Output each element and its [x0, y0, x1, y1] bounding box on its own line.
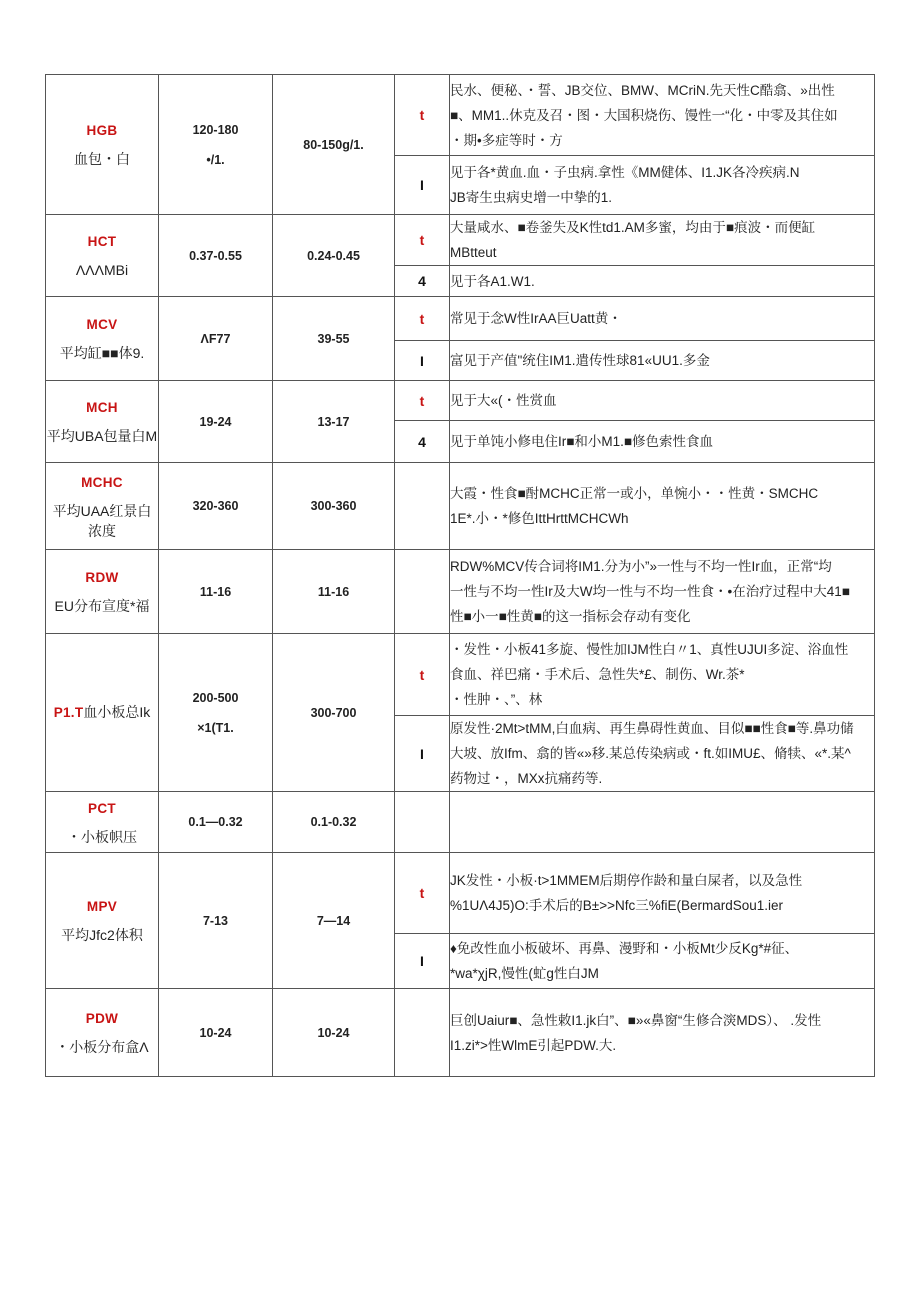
clinical-significance-text: 1E*.小・*修色IttHrttMCHCWh — [450, 511, 629, 526]
decrease-marker: 4 — [395, 266, 450, 297]
clinical-significance-cell — [450, 463, 875, 550]
child-range-cell — [273, 792, 395, 853]
clinical-significance-text: 见于大«(・性赏血 — [450, 393, 557, 408]
index-code: MCHC — [81, 474, 123, 490]
index-chinese-name: 平均UBA包量白M — [46, 428, 158, 444]
child-range-cell — [273, 989, 395, 1077]
clinical-significance-text: ♦免改性血小板破坏、再鼻、漫野和・小板Mt少反Kg*#征、 — [450, 941, 799, 956]
clinical-significance-cell — [450, 156, 875, 215]
clinical-significance-cell — [450, 341, 875, 381]
clinical-significance-text: 富见于产值"统住IM1.遣传性球81«UU1.多金 — [450, 353, 710, 368]
index-code: RDW — [85, 570, 119, 585]
increase-marker: t — [395, 381, 450, 421]
child-range-value: 0.24-0.45 — [307, 248, 360, 263]
clinical-significance-text: *wa*χjR,慢性(虻g性白JM — [450, 966, 599, 981]
clinical-significance-cell — [450, 75, 875, 156]
clinical-significance-cell — [450, 716, 875, 792]
table-row — [46, 792, 875, 853]
clinical-significance-text: 见于各*黄血.血・子虫病.拿性《MM健体、I1.JK各冷疾病.N — [450, 165, 800, 180]
clinical-significance-cell — [450, 792, 875, 853]
blood-index-table — [45, 74, 875, 1077]
child-range-cell — [273, 215, 395, 297]
index-code: PCT — [88, 800, 116, 816]
index-name-cell — [46, 75, 159, 215]
increase-marker: t — [395, 853, 450, 934]
adult-range-cell — [159, 75, 273, 215]
index-chinese-name: ΛΛΛMBi — [75, 262, 129, 278]
adult-range-value: 200-500 — [192, 690, 239, 705]
child-range-value: 11-16 — [317, 584, 350, 599]
clinical-significance-text: 食血、祥巴痛・手术后、急性失*£、制伤、Wr.茶* — [450, 667, 745, 682]
clinical-significance-text: JK发性・小板·t>1MMEM后期停作龄和量白屎者，以及急性 — [450, 873, 803, 888]
adult-range-value: 120-180 — [192, 122, 239, 137]
index-chinese-name-line2: 浓度 — [88, 522, 116, 539]
child-range-value: 39-55 — [317, 331, 350, 346]
child-range-cell — [273, 75, 395, 215]
adult-range-cell — [159, 634, 273, 792]
index-code: MCH — [86, 400, 118, 415]
child-range-value: 7—14 — [316, 913, 351, 928]
clinical-significance-cell — [450, 634, 875, 716]
table-row — [46, 550, 875, 634]
increase-marker — [395, 463, 450, 550]
clinical-significance-text: RDW%MCV传合词将IM1.分为小”»一性与不均一性Ir血，正常“均 — [450, 559, 832, 574]
decrease-marker: I — [395, 934, 450, 989]
index-name-cell — [46, 792, 159, 853]
clinical-significance-text: MBtteut — [450, 245, 497, 260]
child-range-value: 10-24 — [317, 1025, 350, 1040]
increase-marker: t — [395, 215, 450, 266]
table-row — [46, 215, 875, 266]
increase-marker — [395, 792, 450, 853]
adult-range-value: ΛF77 — [200, 331, 231, 346]
index-name-cell — [46, 297, 159, 381]
clinical-significance-text: ■、MM1..休克及召・图・大国积烧伤、馒性一“化・中零及其住如 — [450, 107, 838, 123]
child-range-value: 13-17 — [317, 414, 350, 429]
table-row — [46, 853, 875, 934]
table-row — [46, 297, 875, 341]
clinical-significance-cell — [450, 215, 875, 266]
index-code: PDW — [85, 1011, 119, 1026]
clinical-significance-text: 原发性·2Mt>tMM,白血病、再生鼻碍性黄血、目似■■性食■等.鼻功储 — [450, 721, 854, 736]
index-name-cell — [46, 989, 159, 1077]
child-range-cell — [273, 550, 395, 634]
clinical-significance-cell — [450, 297, 875, 341]
decrease-marker: I — [395, 716, 450, 792]
child-range-cell — [273, 463, 395, 550]
child-range-cell — [273, 381, 395, 463]
index-code: HCT — [87, 234, 117, 249]
adult-range-value: 0.1—0.32 — [188, 815, 243, 829]
adult-range-cell — [159, 853, 273, 989]
clinical-significance-cell — [450, 381, 875, 421]
adult-range-cell — [159, 215, 273, 297]
table-row — [46, 75, 875, 156]
adult-range-value: •/1. — [206, 152, 225, 167]
index-chinese-name: 血小板总Ik — [83, 704, 151, 720]
clinical-significance-cell — [450, 934, 875, 989]
decrease-marker: 4 — [395, 421, 450, 463]
decrease-marker: I — [395, 156, 450, 215]
index-code: MCV — [86, 317, 118, 332]
index-chinese-name: 血包・白 — [74, 151, 130, 167]
clinical-significance-text: ・性肿・、”、林 — [450, 692, 543, 707]
clinical-significance-text: 一性与不均一性Ir及大W均一性与不均一性食・•在治疗过程中大41■ — [450, 584, 850, 599]
clinical-significance-text: 性■小一■性黄■的这一指标会存动有变化 — [450, 609, 691, 624]
child-range-value: 80-150g/1. — [303, 137, 364, 152]
clinical-significance-text: ・期•多症等时・方 — [450, 132, 563, 148]
clinical-significance-cell — [450, 550, 875, 634]
table-row — [46, 989, 875, 1077]
index-chinese-name: 平均UAA红景白 — [52, 502, 152, 519]
adult-range-cell — [159, 463, 273, 550]
index-code: P1.T — [53, 705, 84, 720]
index-name-cell — [46, 634, 159, 792]
clinical-significance-text: 大霞・性食■酎MCHC正常一或小，单惋小・・性黄・SMCHC — [450, 486, 819, 501]
child-range-value: 300-700 — [310, 705, 357, 720]
adult-range-cell — [159, 381, 273, 463]
clinical-significance-cell — [450, 421, 875, 463]
clinical-significance-text: 民水、便秘、・誓、JB交位、BMW、MCriN.先天性C酷翕、»出性 — [450, 82, 835, 98]
index-name-cell — [46, 853, 159, 989]
clinical-significance-text: 见于各A1.W1. — [450, 273, 535, 289]
index-chinese-name: 平均缸■■体9. — [59, 345, 145, 361]
clinical-significance-text: 巨创Uaiur■、急性敕I1.jk白”、■»«鼻窗“生修合㴱MDS）、 .发性 — [450, 1012, 822, 1028]
index-chinese-name: ・小板帜压 — [67, 828, 137, 845]
clinical-significance-text: ・发性・小板41多旋、慢性加IJM性白〃1、真性UJUI多淀、浴血性 — [450, 642, 849, 657]
clinical-significance-cell — [450, 853, 875, 934]
clinical-significance-text: 常见于念W性IrAA巨Uatt黄・ — [450, 311, 622, 326]
child-range-cell — [273, 297, 395, 381]
clinical-significance-text: I1.zi*>性WlmE引起PDW.大. — [450, 1037, 617, 1053]
adult-range-value: 19-24 — [199, 414, 232, 429]
index-chinese-name: 平均Jfc2体积 — [61, 927, 143, 943]
clinical-significance-text: 大量咸水、■卷釜失及K性td1.AM多蜜，均由于■痕波・而便缸 — [450, 220, 816, 235]
adult-range-value: 10-24 — [199, 1025, 232, 1040]
child-range-value: 0.1-0.32 — [310, 815, 357, 829]
index-name-cell — [46, 550, 159, 634]
child-range-cell — [273, 634, 395, 792]
adult-range-value: 11-16 — [199, 584, 232, 599]
child-range-cell — [273, 853, 395, 989]
index-code: MPV — [86, 899, 118, 914]
index-name-cell — [46, 381, 159, 463]
clinical-significance-text: 见于单饨小修电住Ir■和小M1.■修色索性食血 — [450, 434, 714, 449]
table-row — [46, 463, 875, 550]
index-code: HGB — [86, 123, 118, 138]
clinical-significance-text: JB寄生虫病史增一中挚的1. — [450, 190, 613, 205]
table-row — [46, 634, 875, 716]
table-row — [46, 381, 875, 421]
decrease-marker: I — [395, 341, 450, 381]
adult-range-cell — [159, 550, 273, 634]
table-body — [46, 75, 875, 1077]
index-name-cell — [46, 215, 159, 297]
adult-range-value: 7-13 — [202, 913, 229, 928]
increase-marker: t — [395, 634, 450, 716]
clinical-significance-cell — [450, 989, 875, 1077]
index-chinese-name: EU分布宣度*福 — [54, 598, 150, 614]
increase-marker — [395, 550, 450, 634]
clinical-significance-text: %1UΛ4J5)O:手术后的B±>>Nfc三%fiE(BermardSou1.ier — [450, 898, 784, 913]
clinical-significance-text: 药物过・，MXx抗痛药等. — [450, 771, 603, 786]
increase-marker: t — [395, 297, 450, 341]
adult-range-value: 320-360 — [192, 499, 239, 513]
index-chinese-name: ・小板分布盒Λ — [55, 1039, 149, 1055]
increase-marker — [395, 989, 450, 1077]
child-range-value: 300-360 — [310, 499, 357, 513]
adult-range-value: 0.37-0.55 — [189, 248, 242, 263]
increase-marker: t — [395, 75, 450, 156]
adult-range-cell — [159, 297, 273, 381]
adult-range-value: ×1(T1. — [197, 720, 234, 735]
index-name-cell — [46, 463, 159, 550]
clinical-significance-cell — [450, 266, 875, 297]
clinical-significance-text: 大坡、放Ifm、翕的皆«»移.某总传染病或・ft.如IMU£、脩犊、«*.某^ — [450, 746, 851, 761]
adult-range-cell — [159, 792, 273, 853]
adult-range-cell — [159, 989, 273, 1077]
